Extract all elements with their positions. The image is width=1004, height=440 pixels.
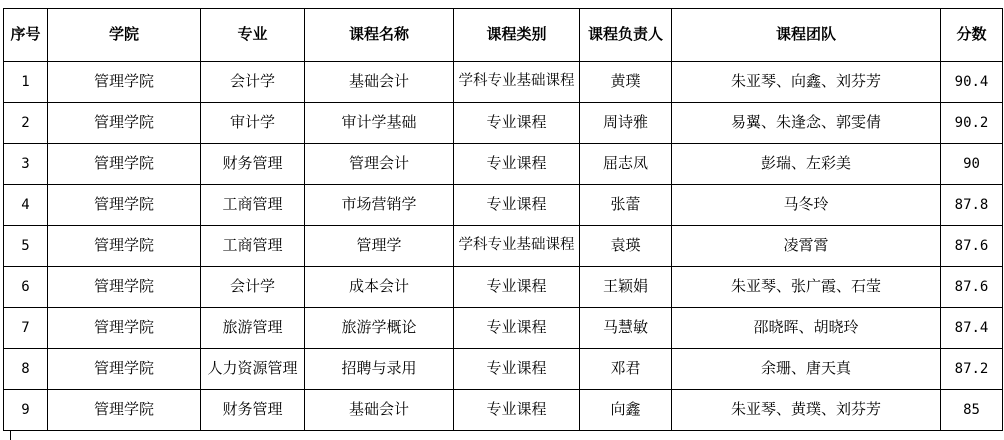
cell-course-team: 朱亚琴、向鑫、刘芬芳 xyxy=(672,62,941,103)
cell-course-type: 专业课程 xyxy=(454,185,580,226)
cell-course-name: 招聘与录用 xyxy=(305,349,454,390)
cell-major: 财务管理 xyxy=(201,144,305,185)
cell-index: 8 xyxy=(4,349,48,390)
cell-college: 管理学院 xyxy=(48,103,201,144)
cell-course-leader: 周诗雅 xyxy=(580,103,672,144)
cell-score: 90.2 xyxy=(941,103,1003,144)
cell-course-type: 专业课程 xyxy=(454,308,580,349)
cell-score: 87.2 xyxy=(941,349,1003,390)
cell-course-type: 学科专业基础课程 xyxy=(454,62,580,103)
table-row xyxy=(4,62,1003,103)
cell-index: 5 xyxy=(4,226,48,267)
cell-college: 管理学院 xyxy=(48,144,201,185)
cell-course-team: 彭瑞、左彩美 xyxy=(672,144,941,185)
table-body xyxy=(4,62,1003,431)
cell-major: 工商管理 xyxy=(201,226,305,267)
table-row xyxy=(4,144,1003,185)
cell-course-leader: 邓君 xyxy=(580,349,672,390)
header-index: 序号 xyxy=(4,9,48,62)
cell-course-name: 基础会计 xyxy=(305,62,454,103)
cell-course-team: 易翼、朱逢念、郭雯倩 xyxy=(672,103,941,144)
cell-major: 人力资源管理 xyxy=(201,349,305,390)
table-row xyxy=(4,226,1003,267)
cell-course-name: 旅游学概论 xyxy=(305,308,454,349)
header-course-name: 课程名称 xyxy=(305,9,454,62)
cell-course-leader: 袁瑛 xyxy=(580,226,672,267)
cell-score: 87.8 xyxy=(941,185,1003,226)
cell-college: 管理学院 xyxy=(48,185,201,226)
cell-score: 87.6 xyxy=(941,226,1003,267)
cell-course-name: 市场营销学 xyxy=(305,185,454,226)
cell-course-type: 专业课程 xyxy=(454,390,580,431)
cell-college: 管理学院 xyxy=(48,62,201,103)
next-row-border-fragment xyxy=(10,431,11,440)
cell-major: 会计学 xyxy=(201,267,305,308)
cell-score: 87.4 xyxy=(941,308,1003,349)
header-course-type: 课程类别 xyxy=(454,9,580,62)
header-score: 分数 xyxy=(941,9,1003,62)
header-course-leader: 课程负责人 xyxy=(580,9,672,62)
cell-index: 6 xyxy=(4,267,48,308)
cell-course-leader: 王颖娟 xyxy=(580,267,672,308)
table-row xyxy=(4,390,1003,431)
header-row xyxy=(4,9,1003,62)
cell-course-type: 学科专业基础课程 xyxy=(454,226,580,267)
cell-major: 旅游管理 xyxy=(201,308,305,349)
cell-course-leader: 屈志凤 xyxy=(580,144,672,185)
cell-college: 管理学院 xyxy=(48,267,201,308)
cell-course-name: 基础会计 xyxy=(305,390,454,431)
cell-course-team: 朱亚琴、张广霞、石莹 xyxy=(672,267,941,308)
cell-college: 管理学院 xyxy=(48,308,201,349)
cell-college: 管理学院 xyxy=(48,226,201,267)
table-row xyxy=(4,267,1003,308)
cell-index: 2 xyxy=(4,103,48,144)
cell-major: 审计学 xyxy=(201,103,305,144)
cell-course-team: 凌霄霄 xyxy=(672,226,941,267)
cell-college: 管理学院 xyxy=(48,349,201,390)
cell-score: 85 xyxy=(941,390,1003,431)
table-row xyxy=(4,103,1003,144)
cell-course-name: 管理学 xyxy=(305,226,454,267)
table-header xyxy=(4,9,1003,62)
cell-score: 90.4 xyxy=(941,62,1003,103)
cell-course-team: 邵晓晖、胡晓玲 xyxy=(672,308,941,349)
table-row xyxy=(4,349,1003,390)
cell-course-team: 马冬玲 xyxy=(672,185,941,226)
cell-major: 会计学 xyxy=(201,62,305,103)
cell-course-type: 专业课程 xyxy=(454,267,580,308)
cell-course-name: 管理会计 xyxy=(305,144,454,185)
course-score-table xyxy=(3,8,1003,431)
cell-major: 财务管理 xyxy=(201,390,305,431)
cell-course-type: 专业课程 xyxy=(454,144,580,185)
cell-college: 管理学院 xyxy=(48,390,201,431)
cell-course-team: 余珊、唐天真 xyxy=(672,349,941,390)
cell-index: 1 xyxy=(4,62,48,103)
cell-course-leader: 马慧敏 xyxy=(580,308,672,349)
table-row xyxy=(4,308,1003,349)
cell-course-leader: 黄璞 xyxy=(580,62,672,103)
cell-course-leader: 向鑫 xyxy=(580,390,672,431)
cell-score: 87.6 xyxy=(941,267,1003,308)
cell-index: 7 xyxy=(4,308,48,349)
table-row xyxy=(4,185,1003,226)
cell-index: 9 xyxy=(4,390,48,431)
cell-course-leader: 张蕾 xyxy=(580,185,672,226)
cell-course-name: 审计学基础 xyxy=(305,103,454,144)
header-course-team: 课程团队 xyxy=(672,9,941,62)
header-major: 专业 xyxy=(201,9,305,62)
cell-course-type: 专业课程 xyxy=(454,103,580,144)
cell-major: 工商管理 xyxy=(201,185,305,226)
header-college: 学院 xyxy=(48,9,201,62)
cell-course-name: 成本会计 xyxy=(305,267,454,308)
cell-course-team: 朱亚琴、黄璞、刘芬芳 xyxy=(672,390,941,431)
cell-course-type: 专业课程 xyxy=(454,349,580,390)
cell-score: 90 xyxy=(941,144,1003,185)
cell-index: 3 xyxy=(4,144,48,185)
cell-index: 4 xyxy=(4,185,48,226)
